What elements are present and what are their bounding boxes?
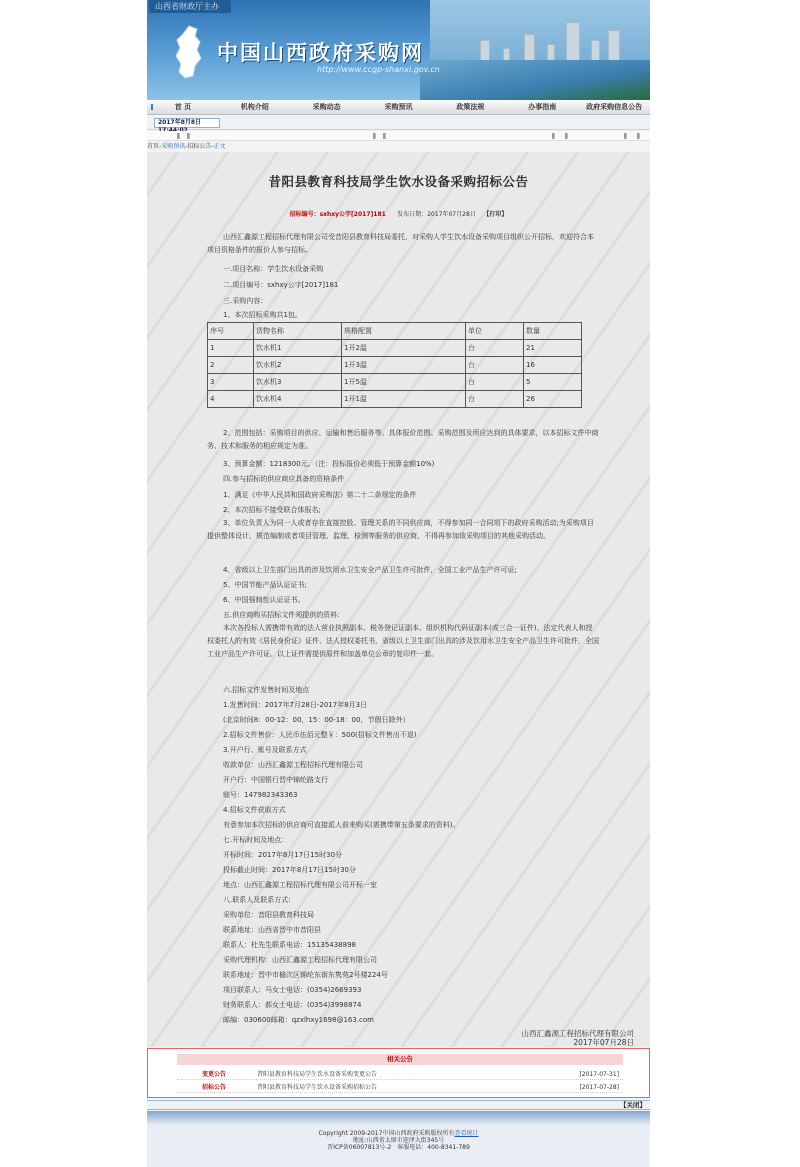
intro-paragraph: 山西汇鑫源工程招标代理有限公司受昔阳县教育科技局委托，对采购人学生饮水设备采购项目组织公开招标，欢迎符合本项目资格条件的报价人参与招标。	[207, 233, 594, 254]
sign-date: 2017年07月28日	[573, 1038, 634, 1047]
sign-organization: 山西汇鑫源工程招标代理有限公司	[521, 1029, 634, 1038]
related-type: 招标公告	[202, 1084, 227, 1091]
article-content	[147, 152, 650, 1047]
related-row[interactable]	[177, 1069, 623, 1080]
table-row: 3 饮水机3 1开5温 台 5	[208, 374, 582, 391]
breadcrumb: 首页-采购预讯-招标公告-正文	[147, 143, 226, 150]
sub-nav-bar	[147, 131, 650, 141]
nav-item-about[interactable]: 机构介绍	[240, 103, 269, 111]
river-image	[420, 60, 650, 100]
divider-icon	[552, 133, 555, 139]
opening-time: 开标时间：2017年8月17日15时30分	[223, 851, 342, 859]
nav-item-home[interactable]: 首 页	[147, 100, 219, 114]
postcode-email: 邮编：030600邮箱：qzxlhxy1698@163.com	[223, 1016, 374, 1024]
shanxi-map-icon	[167, 24, 211, 80]
qualification-heading: 四.参与招标的供应商应具备的资格条件	[223, 475, 345, 483]
nav-item-news[interactable]: 采购动态	[312, 103, 341, 111]
table-row: 1 饮水机1 1开2温 台 21	[208, 340, 582, 357]
site-url: http://www.ccgp-shanxi.gov.cn	[317, 65, 440, 74]
main-nav	[147, 100, 650, 115]
print-button[interactable]: 【打印】	[483, 211, 508, 218]
host-label: 山西省财政厅主办	[149, 0, 231, 13]
project-contact: 项目联系人：马女士电话：(0354)2669393	[223, 986, 362, 994]
qualification-2: 2、本次招标不接受联合体报名;	[223, 506, 321, 514]
documents-paragraph: 本次各投标人需携带有效的法人营业执照副本、税务登记证副本、组织机构代码证副本(或三合一证件)、法定代表人和授权委托人的有效《居民身份证》证件、法人授权委托书，省级以上卫生部门出具的涉及饮用水卫生安全产品卫生许可批件，全国工业产品生产许可证。以上证件需提供原件和加盖单位公章的复印件一套。	[207, 624, 599, 658]
breadcrumb-current[interactable]: 正文	[213, 143, 226, 150]
purchaser: 采购单位：昔阳县教育科技局	[223, 911, 314, 919]
deadline-time: 投标截止时间：2017年8月17日15时30分	[223, 866, 356, 874]
purchaser-address: 联系地址：山西省晋中市昔阳县	[223, 926, 321, 934]
agency: 采购代理机构：山西汇鑫源工程招标代理有限公司	[223, 956, 377, 964]
obtain-method: 有意参加本次招标的供应商可直接派人前来购买(需携带第五条要求的资料)。	[223, 821, 460, 829]
related-title-link[interactable]: 昔阳县教育科技局学生饮水设备采购变更公告	[257, 1071, 378, 1078]
scope-paragraph: 2、范围包括：采购项目的供应、运输和售后服务等。具体报价范围、采购范围及所应达到的具体要求，以本招标文件中商务、技术和服务的相应规定为准。	[207, 429, 599, 450]
payee: 收款单位：山西汇鑫源工程招标代理有限公司	[223, 761, 363, 769]
bid-number: 招标编号：sxhxy公字[2017]181	[289, 211, 386, 218]
divider-icon	[177, 133, 180, 139]
related-row[interactable]	[177, 1082, 623, 1093]
divider-icon	[624, 133, 627, 139]
contact-heading: 八.联系人及联系方式:	[223, 896, 291, 904]
divider-icon	[637, 133, 640, 139]
date-bar	[147, 116, 650, 130]
sale-time: 1.发售时间：2017年7月28日-2017年8月3日	[223, 701, 368, 709]
related-title-link[interactable]: 昔阳县教育科技局学生饮水设备采购招标公告	[257, 1084, 378, 1091]
page-footer	[147, 1111, 650, 1167]
breadcrumb-notices[interactable]: 采购预讯	[161, 143, 186, 150]
nav-item-announcements[interactable]: 政府采购信息公告	[586, 103, 643, 111]
related-type: 变更公告	[202, 1071, 227, 1078]
divider-icon	[373, 133, 376, 139]
site-banner	[147, 0, 650, 100]
nav-item-notices[interactable]: 采购预讯	[384, 103, 413, 111]
budget-line: 3、预算金额：1218300元。（注：投标报价必须低于预算金额10%)	[223, 460, 435, 468]
table-row: 4 饮水机4 1开1温 台 26	[208, 391, 582, 408]
purchaser-contact: 联系人：杜先生联系电话：15135438898	[223, 941, 356, 949]
account-number: 账号：147982343363	[223, 791, 298, 799]
footer-address: 地址:山西省太原市迎泽大街345号	[352, 1137, 445, 1144]
related-date: [2017-07-28]	[579, 1084, 619, 1091]
agency-address: 联系地址：晋中市榆次区锦纶东街东隽苑2号楼224号	[223, 971, 388, 979]
article-meta	[147, 209, 650, 218]
related-notices	[147, 1048, 650, 1098]
nav-bullet-icon	[151, 104, 155, 110]
table-header-row: 序号 货物名称 规格配置 单位 数量	[208, 323, 582, 340]
related-date: [2017-07-31]	[579, 1071, 619, 1078]
sale-price: 2.招标文件售价：人民币伍佰元整￥：500(招标文件售出不退)	[223, 731, 417, 739]
qualification-5: 5、中国节能产品认证证书;	[223, 581, 307, 589]
table-row: 2 饮水机2 1开3温 台 16	[208, 357, 582, 374]
project-number: 二.项目编号：sxhxy公字[2017]181	[223, 281, 339, 289]
goods-table	[207, 322, 582, 408]
documents-heading: 五.供应商购买招标文件须提供的资料:	[223, 611, 340, 619]
breadcrumb-home[interactable]: 首页	[147, 143, 160, 150]
close-button[interactable]: 【关闭】	[620, 1101, 646, 1109]
bank-heading: 3.开户行、账号及联系方式	[223, 746, 307, 754]
qualification-6: 6、中国强制性认证证书。	[223, 596, 305, 604]
nav-item-policy[interactable]: 政策法规	[456, 103, 485, 111]
site-title: 中国山西政府采购网	[217, 40, 424, 65]
breadcrumb-tender[interactable]: 招标公告	[187, 143, 212, 150]
close-bar	[147, 1100, 650, 1110]
opening-location: 地点：山西汇鑫源工程招标代理有限公司开标一室	[223, 881, 377, 889]
divider-icon	[187, 133, 190, 139]
obtain-heading: 4.招标文件获取方式	[223, 806, 286, 814]
opening-heading: 七.开标时间及地点：	[223, 836, 289, 844]
procurement-heading: 三.采购内容：	[223, 297, 268, 305]
signature-block	[522, 1029, 635, 1047]
page-container	[147, 0, 650, 1167]
sale-hours: (北京时间8：00-12：00，15：00-18：00，节假日除外）	[223, 716, 410, 724]
divider-icon	[565, 133, 568, 139]
footer-icp: 晋ICP备06007813号-2 客服电话：400-8341-789	[327, 1144, 470, 1151]
package-count: 1、本次招标采购共1包。	[223, 311, 302, 319]
bank-name: 开户行：中国银行晋中锦纶路支行	[223, 776, 328, 784]
project-name: 一.项目名称：学生饮水设备采购	[223, 265, 324, 273]
related-heading: 相关公告	[177, 1054, 623, 1065]
nav-item-guide[interactable]: 办事指南	[528, 103, 557, 111]
qualification-1: 1、满足《中华人民共和国政府采购法》第二十二条规定的条件	[223, 491, 417, 499]
publish-date: 发布日期：2017年07月28日	[397, 211, 476, 218]
qualification-4: 4、省级以上卫生部门出具的涉及饮用水卫生安全产品卫生许可批件，全国工业产品生产许可证;	[223, 566, 517, 574]
qualification-3: 3、单位负责人为同一人或者存在直接控股、管理关系的不同供应商，不得参加同一合同项下的政府采购活动;为采购项目提供整体设计、规范编制或者项目管理、监理、检测等服务的供应商，不得再参加该采购项目的其他采购活动。	[207, 519, 594, 540]
sale-heading: 六.招标文件发售时间及地点	[223, 686, 310, 694]
article-title: 昔阳县教育科技局学生饮水设备采购招标公告	[268, 174, 529, 189]
current-date: 2017年8月8日	[154, 118, 220, 128]
finance-contact: 财务联系人：郝女士电话：(0354)3998874	[223, 1001, 362, 1009]
stats-link[interactable]: 查看统计	[454, 1130, 479, 1137]
footer-copyright: Copyright 2009-2017中国山西政府采购版权所有查看统计	[318, 1130, 479, 1137]
divider-icon	[383, 133, 386, 139]
